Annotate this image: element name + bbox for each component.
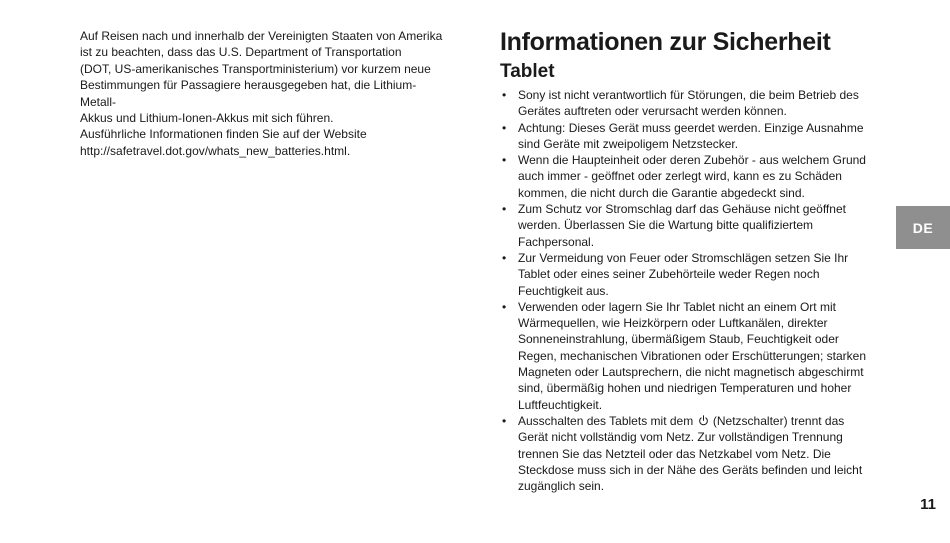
list-item-text: Verwenden oder lagern Sie Ihr Tablet nicht an einem Ort mit Wärmequellen, wie Heizkörpern oder Luftkanälen, direkter Sonneneinstrahlung, übermäßigem Staub, Feuchtigkeit oder Regen, mechanischen Vibrationen oder Erschütterungen; starken Magneten oder Lautsprechern, die nicht magnetisch abgeschirmt sind, übermäßig hohen und niedrigen Temperaturen und hoher Luftfeuchtigkeit.: [518, 299, 866, 412]
list-item: [500, 299, 872, 413]
language-tab-label: DE: [912, 219, 934, 236]
list-item: [500, 201, 872, 250]
list-item-text: Achtung: Dieses Gerät muss geerdet werden. Einzige Ausnahme sind Geräte mit zweipoligem Netzstecker.: [518, 120, 864, 151]
travel-note-line: Bestimmungen für Passagiere herausgegeben hat, die Lithium-Metall-: [80, 78, 417, 109]
bullet-marker: •: [502, 299, 507, 314]
travel-note-line: Auf Reisen nach und innerhalb der Vereinigten Staaten von Amerika: [80, 29, 443, 43]
website-url: http://safetravel.dot.gov/whats_new_batteries.html.: [80, 143, 351, 158]
list-item: [500, 87, 872, 120]
bullet-marker: •: [502, 413, 507, 428]
bullet-marker: •: [502, 88, 507, 102]
list-item-text: Zur Vermeidung von Feuer oder Stromschlägen setzen Sie Ihr Tablet oder eines seiner Zubehörteile weder Regen noch Feuchtigkeit aus.: [518, 250, 849, 298]
bullet-marker: •: [502, 120, 507, 135]
list-item-text: Ausschalten des Tablets mit dem: [518, 413, 694, 428]
list-item-text: Wenn die Haupteinheit oder deren Zubehör - aus welchem Grund auch immer - geöffnet oder zerlegt wird, kann es zu Schäden kommen, die nicht durch die Garantie abgedeckt sind.: [518, 153, 866, 200]
safety-list: [500, 87, 872, 494]
power-icon: [698, 415, 709, 426]
list-item: [500, 152, 872, 201]
travel-note-line: ist zu beachten, dass das U.S. Department of Transportation: [80, 45, 402, 60]
page-number: 11: [920, 496, 936, 513]
bullet-marker: •: [502, 250, 507, 265]
list-item-text: Zum Schutz vor Stromschlag darf das Gehäuse nicht geöffnet werden. Überlassen Sie die Wartung bitte qualifiziertem Fachpersonal.: [518, 202, 846, 249]
bullet-marker: •: [502, 153, 507, 168]
list-item: [500, 120, 872, 153]
list-item-text: Sony ist nicht verantwortlich für Störungen, die beim Betrieb des Gerätes auftreten oder verursacht werden können.: [518, 88, 859, 119]
language-tab: [896, 206, 950, 249]
list-item: [500, 250, 872, 299]
page-title: Informationen zur Sicherheit: [500, 28, 831, 56]
safety-section: [500, 26, 872, 494]
travel-note: [80, 28, 450, 159]
travel-note-line: (DOT, US-amerikanisches Transportministerium) vor kurzem neue: [80, 61, 431, 76]
bullet-marker: •: [502, 202, 507, 217]
list-item: [500, 413, 872, 494]
section-subtitle: Tablet: [500, 61, 555, 82]
list-item-text: (Netzschalter) trennt das Gerät nicht vollständig vom Netz. Zur vollständigen Trennung trennen Sie das Netzteil oder das Netzkabel vom Netz. Die Steckdose muss sich in der Nähe des Geräts befinden und leicht zugänglich sein.: [518, 413, 863, 494]
travel-note-line: Akkus und Lithium-Ionen-Akkus mit sich führen.: [80, 111, 334, 126]
travel-note-line: Ausführliche Informationen finden Sie auf der Website: [80, 127, 367, 142]
